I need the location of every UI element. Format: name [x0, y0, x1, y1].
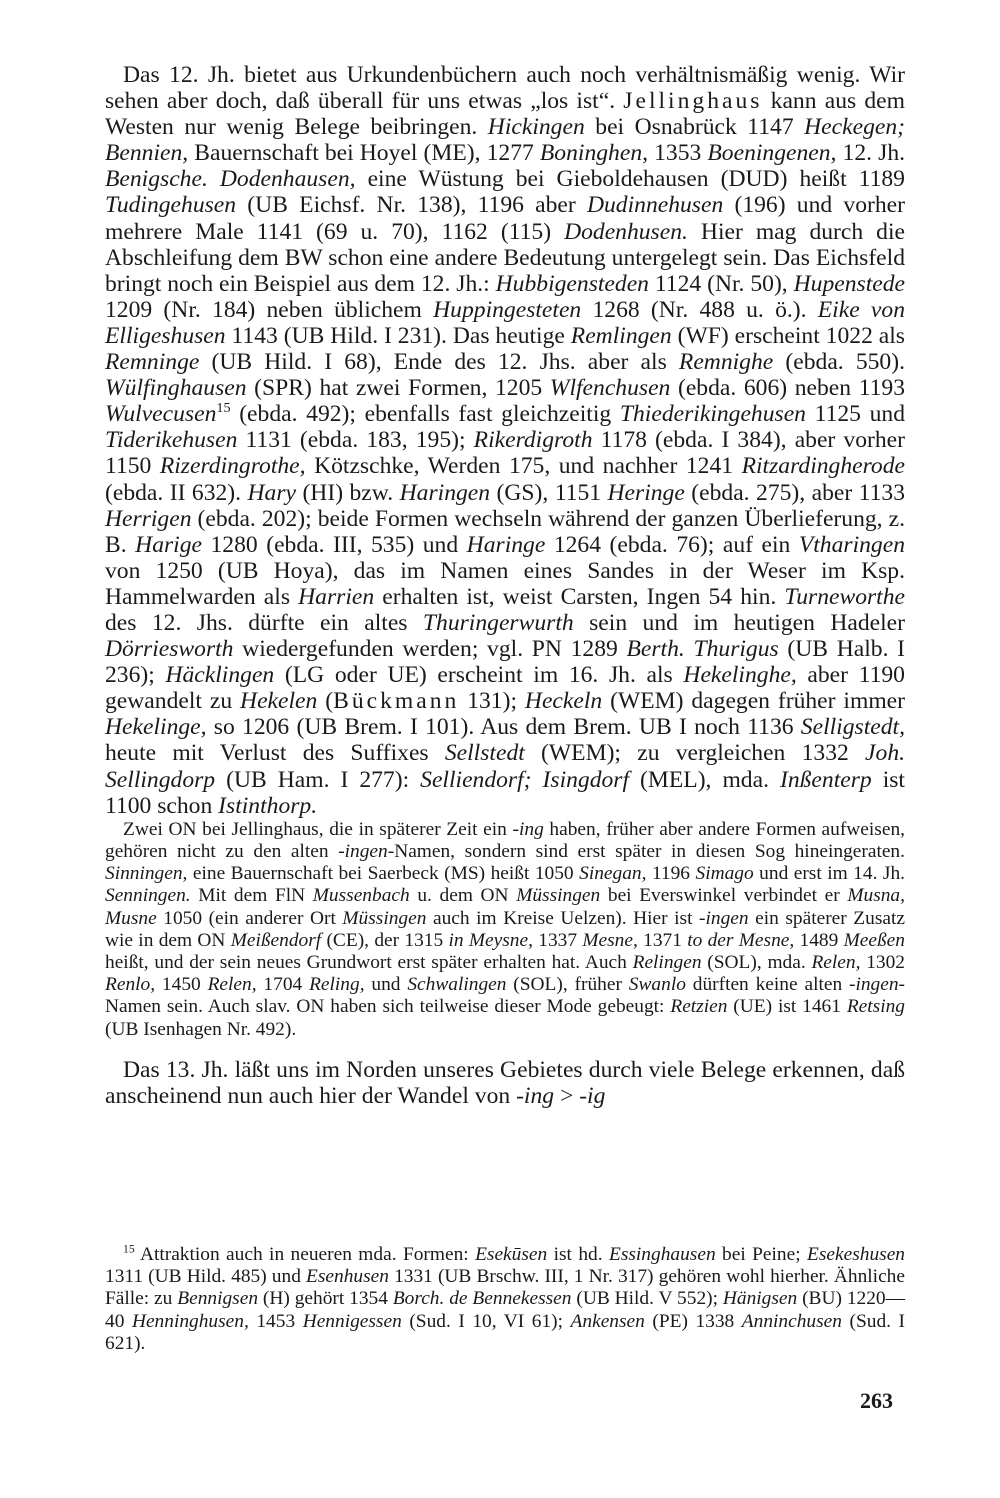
page-body: [105, 62, 906, 1354]
italic-run: -ingen: [699, 907, 749, 929]
italic-run: -ing: [516, 1082, 555, 1109]
text-run: eine Wüstung bei Gieboldehausen (DUD) heißt 1189: [355, 166, 905, 193]
italic-run: Häcklingen: [165, 662, 275, 689]
italic-run: Relen,: [207, 974, 257, 996]
italic-run: Simago: [695, 863, 754, 885]
text-run: 1264 (ebda. 76); auf ein: [545, 531, 799, 558]
text-run: (Sud. I 621).: [105, 1310, 905, 1354]
text-run: 131);: [459, 688, 525, 715]
italic-run: Rikerdigroth: [473, 427, 593, 454]
italic-run: Müssingen: [342, 907, 427, 929]
italic-run: Remnighe: [678, 349, 774, 376]
italic-run: Borch. de Bennekessen: [392, 1288, 572, 1310]
text-run: 1050 (ein anderer Ort: [156, 907, 343, 929]
paragraph-12th-century: [105, 62, 905, 819]
italic-run: Esenhusen: [306, 1266, 389, 1288]
italic-run: Hekelinge,: [105, 714, 207, 741]
italic-run: -ingen: [849, 974, 899, 996]
text-run: und erst im 14. Jh.: [753, 863, 905, 885]
footnote-15: [105, 1244, 905, 1355]
text-run: eine Bauernschaft bei Saerbeck (MS) heißt 1050: [187, 863, 580, 885]
text-run: (ebda. 275), aber 1133: [684, 479, 905, 506]
italic-run: Heckegen; Bennien,: [105, 114, 905, 167]
text-run: heißt, und der sein neues Grundwort erst später erhalten hat. Auch: [105, 951, 633, 973]
italic-run: Hary: [247, 479, 296, 506]
text-run: wiedergefunden werden; vgl. PN 1289: [233, 636, 627, 663]
text-run: ist hd.: [547, 1244, 609, 1265]
italic-run: Wülfinghausen: [105, 375, 247, 402]
italic-run: Essinghausen: [608, 1244, 716, 1265]
text-run: 1178 (ebda. I 384), aber vorher 1150: [105, 427, 905, 480]
italic-run: Heringe: [607, 479, 685, 506]
italic-run: Mussenbach: [312, 885, 410, 907]
italic-run: Harrien: [298, 583, 375, 610]
text-run: 1196: [646, 863, 696, 885]
text-run: (WF) erscheint 1022 als: [671, 322, 905, 349]
text-run: Hier mag durch die Abschleifung dem BW schon eine andere Bedeutung untergelegt sein. Das Eichsfeld bringt noch ein Beispiel aus dem 12. Jh.:: [105, 218, 905, 297]
italic-run: -ing: [512, 818, 544, 840]
italic-run: Relingen: [632, 951, 702, 973]
text-run: 1489: [794, 929, 844, 951]
italic-run: Anninchusen: [741, 1310, 842, 1332]
text-run: (ebda. 606) neben 1193: [670, 375, 906, 402]
italic-run: Hubbigensteden: [495, 270, 649, 297]
italic-run: Renlo,: [105, 974, 156, 996]
italic-run: Schwalingen: [407, 974, 507, 996]
text-run: so 1206 (UB Brem. I 101). Aus dem Brem. UB I noch 1136: [206, 714, 801, 741]
text-run: 1453: [248, 1310, 303, 1332]
main-text: [105, 62, 905, 819]
italic-run: Selliendorf; Isingdorf: [420, 766, 630, 793]
text-run: kann aus dem Westen nur wenig Belege beibringen.: [105, 88, 905, 141]
italic-run: Dodenhusen.: [564, 218, 688, 245]
italic-run: Hennigessen: [302, 1310, 402, 1332]
text-run: auch im Kreise Uelzen). Hier ist: [426, 907, 700, 929]
italic-run: Hickingen: [487, 114, 585, 141]
text-run: (PE) 1338: [644, 1310, 742, 1332]
text-run: aber 1190 gewandelt zu: [105, 662, 905, 715]
italic-run: Herrigen: [105, 505, 192, 532]
text-run: 1337: [532, 929, 583, 951]
italic-run: Senningen.: [105, 885, 191, 907]
text-run: (ebda. II 632).: [105, 479, 248, 506]
text-run: 1131 (ebda. 183, 195);: [237, 427, 474, 454]
text-run: sein und im heutigen Hadeler: [573, 609, 905, 636]
italic-run: Sinegan,: [579, 863, 647, 885]
text-run: ein späterer Zusatz wie in dem ON: [105, 907, 905, 951]
text-run: (ebda. 202); beide Formen wechseln während der ganzen Überlieferung, z. B.: [105, 505, 905, 558]
text-run: (UB Ham. I 277):: [215, 766, 421, 793]
italic-run: Musna, Musne: [105, 885, 905, 929]
text-run: (SOL), mda.: [701, 951, 812, 973]
page-number: 263: [860, 1388, 893, 1413]
paragraph-13th-century: [105, 1057, 905, 1109]
text-run: Bauernschaft bei Hoyel (ME), 1277: [188, 140, 540, 167]
italic-run: Retzien: [670, 996, 728, 1018]
text-run: bei Osnabrück 1147: [584, 114, 805, 141]
italic-run: Esekūsen: [475, 1244, 548, 1265]
text-run: (ebda. 492); ebenfalls fast gleichzeitig: [230, 401, 620, 428]
italic-run: Harige: [135, 531, 202, 558]
italic-run: Wulvecusen: [105, 401, 217, 428]
text-run: 1450: [155, 974, 208, 996]
text-run: (LG oder UE) erscheint im 16. Jh. als: [274, 662, 684, 689]
spaced-name-run: Jellinghaus: [623, 88, 763, 115]
text-run: (UB Isenhagen Nr. 492).: [105, 1018, 297, 1040]
italic-run: Haringen: [399, 479, 491, 506]
italic-run: Bennigsen: [177, 1288, 259, 1310]
text-run: -Namen, sondern sind erst später in diesen Sog hineingeraten.: [387, 840, 905, 862]
text-run: (WEM); zu vergleichen 1332: [524, 740, 866, 767]
italic-run: Heckeln: [524, 688, 603, 715]
italic-run: in Meysne,: [448, 929, 533, 951]
text-run: (Sud. I 10, VI 61);: [401, 1310, 571, 1332]
text-run: 1124 (Nr. 50),: [648, 270, 794, 297]
text-run: heute mit Verlust des Suffixes: [105, 740, 445, 767]
text-run: Kötzschke, Werden 175, und nachher 1241: [305, 453, 742, 480]
text-run: Attraktion auch in neueren mda. Formen:: [134, 1244, 476, 1265]
text-run: u. dem ON: [409, 885, 517, 907]
text-run: bei Everswinkel verbindet er: [600, 885, 848, 907]
italic-run: Swanlo: [628, 974, 686, 996]
italic-run: Esekeshusen: [807, 1244, 905, 1265]
text-run: >: [554, 1082, 580, 1109]
italic-run: Joh. Sellingdorp: [105, 740, 906, 793]
italic-run: Dörriesworth: [105, 636, 234, 663]
text-run: und: [364, 974, 408, 996]
text-run: (SOL), früher: [506, 974, 629, 996]
italic-run: Tiderikehusen: [105, 427, 238, 454]
text-run: 1311 (UB Hild. 485) und: [105, 1266, 307, 1288]
italic-run: Retsing: [846, 996, 905, 1018]
text-run: (BU) 1220—40: [105, 1288, 906, 1332]
text-run: Das 13. Jh. läßt uns im Norden unseres Gebietes durch viele Belege erkennen, daß anscheinend nun auch hier der Wandel von: [105, 1056, 905, 1109]
text-run: (196) und vorher mehrere Male 1141 (69 u. 70), 1162 (115): [105, 192, 905, 245]
italic-run: Ritzardingherode: [741, 453, 905, 480]
text-run: haben, früher aber andere Formen aufweisen, gehören nicht zu den alten: [105, 818, 905, 862]
text-run: (MEL), mda.: [629, 766, 780, 793]
footnote-marker: 15: [123, 1242, 135, 1256]
text-run: (UB Hild. I 68), Ende des 12. Jhs. aber als: [199, 349, 679, 376]
italic-run: Inßenterp: [779, 766, 872, 793]
text-run: Das 12. Jh. bietet aus Urkundenbüchern auch noch verhältnismäßig wenig. Wir sehen aber doch, daß überall für uns etwas „los ist“.: [105, 62, 905, 115]
text-run: 1371: [637, 929, 688, 951]
italic-run: Hekelinghe,: [683, 662, 797, 689]
text-run: (UE) ist 1461: [727, 996, 847, 1018]
small-print-section: [105, 819, 905, 1041]
italic-run: Müssingen: [516, 885, 601, 907]
italic-run: Thiederikingehusen: [619, 401, 806, 428]
text-run: 1302: [860, 951, 906, 973]
italic-run: Boninghen,: [539, 140, 649, 167]
italic-run: Meeßen: [843, 929, 905, 951]
paragraph-small-print: [105, 819, 905, 1041]
italic-run: Eike von Elligeshusen: [105, 296, 905, 349]
text-run: (CE), der 1315: [321, 929, 449, 951]
italic-run: Boeningenen,: [707, 140, 837, 167]
text-run: (HI) bzw.: [296, 479, 400, 506]
italic-run: Reling,: [309, 974, 365, 996]
italic-run: Selligstedt,: [800, 714, 905, 741]
italic-run: Hupenstede: [793, 270, 905, 297]
italic-run: Mesne,: [582, 929, 638, 951]
italic-run: Remlingen: [570, 322, 672, 349]
italic-run: Sellstedt: [444, 740, 525, 767]
italic-run: Vtharingen: [798, 531, 905, 558]
text-run: (GS), 1151: [490, 479, 608, 506]
text-run: (UB Halb. I 236);: [105, 636, 905, 689]
italic-run: Sinningen,: [105, 863, 188, 885]
text-run: bei Peine;: [715, 1244, 807, 1265]
spaced-name-run: Bückmann: [333, 688, 460, 715]
italic-run: Hänigsen: [722, 1288, 798, 1310]
text-run: (UB Hild. V 552);: [571, 1288, 723, 1310]
text-run: 1209 (Nr. 184) neben üblichem: [105, 296, 434, 323]
text-run: dürften keine alten: [685, 974, 849, 996]
text-run: erhalten ist, weist Carsten, Ingen 54 hin.: [374, 583, 785, 610]
text-run: des 12. Jhs. dürfte ein altes: [105, 609, 423, 636]
footnote-section: [105, 1244, 905, 1355]
text-run: (WEM) dagegen früher immer: [602, 688, 905, 715]
text-run: Mit dem FlN: [190, 885, 313, 907]
italic-run: Berth. Thurigus: [626, 636, 779, 663]
italic-run: Huppingesteten: [433, 296, 582, 323]
italic-run: Hekelen: [240, 688, 318, 715]
text-run: Zwei ON bei Jellinghaus, die in späterer Zeit ein: [123, 818, 513, 840]
text-run: 1268 (Nr. 488 u. ö.).: [581, 296, 818, 323]
italic-run: Relen,: [811, 951, 861, 973]
text-run: (H) gehört 1354: [258, 1288, 393, 1310]
italic-run: -ingen: [338, 840, 388, 862]
text-run: (SPR) hat zwei Formen, 1205: [246, 375, 550, 402]
italic-run: Dudinnehusen: [586, 192, 724, 219]
main-text-continued: [105, 1057, 905, 1109]
text-run: 1353: [648, 140, 708, 167]
italic-run: Haringe: [466, 531, 546, 558]
footnote-marker: 15: [216, 400, 231, 417]
italic-run: to der Mesne,: [687, 929, 795, 951]
text-run: 1331 (UB Brschw. III, 1 Nr. 317) gehören wohl hierher. Ähnliche Fälle: zu: [105, 1266, 905, 1310]
italic-run: Rizerdingrothe,: [159, 453, 306, 480]
italic-run: Tudingehusen: [105, 192, 237, 219]
text-run: ist 1100 schon: [105, 766, 905, 819]
italic-run: Thuringerwurth: [422, 609, 574, 636]
text-run: 12. Jh.: [836, 140, 906, 167]
text-run: 1143 (UB Hild. I 231). Das heutige: [225, 322, 571, 349]
text-run: (: [317, 688, 334, 715]
italic-run: Istinthorp.: [218, 792, 318, 819]
italic-run: Turneworthe: [784, 583, 905, 610]
italic-run: Ankensen: [570, 1310, 645, 1332]
italic-run: -ig: [579, 1082, 606, 1109]
text-run: von 1250 (UB Hoya), das im Namen eines Sandes in der Weser im Ksp. Hammelwarden als: [105, 557, 905, 610]
text-run: (UB Eichsf. Nr. 138), 1196 aber: [236, 192, 587, 219]
italic-run: Meißendorf: [230, 929, 322, 951]
italic-run: Benigsche. Dodenhausen,: [105, 166, 356, 193]
italic-run: Wlfenchusen: [549, 375, 671, 402]
italic-run: Henninghusen,: [131, 1310, 249, 1332]
text-run: 1280 (ebda. III, 535) und: [202, 531, 467, 558]
text-run: 1704: [256, 974, 310, 996]
text-run: -Namen sein. Auch slav. ON haben sich teilweise dieser Mode gebeugt:: [105, 974, 906, 1018]
text-run: 1125 und: [805, 401, 906, 428]
text-run: (ebda. 550).: [773, 349, 905, 376]
italic-run: Remninge: [105, 349, 200, 376]
